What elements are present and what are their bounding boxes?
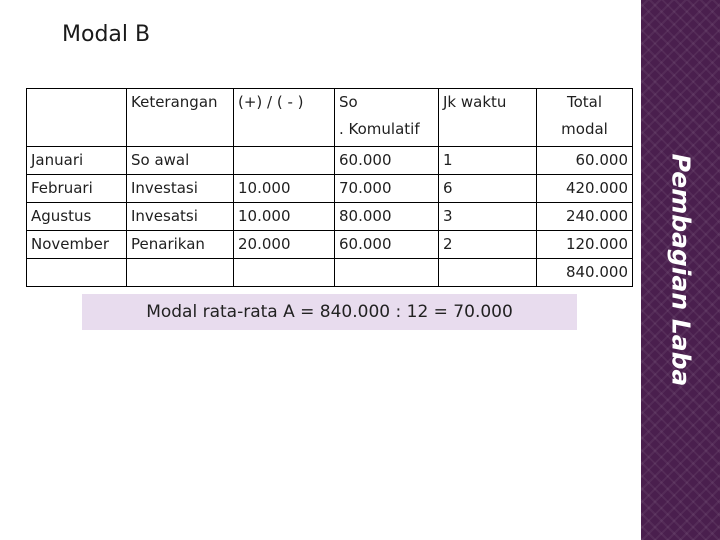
cell-jk-waktu: 1 [439, 147, 537, 175]
cell-grand-total: 840.000 [537, 259, 633, 287]
table-row [27, 203, 633, 231]
table-row [27, 147, 633, 175]
average-capital-summary: Modal rata-rata A = 840.000 : 12 = 70.000 [82, 294, 577, 330]
cell-keterangan: Penarikan [127, 231, 234, 259]
cell-jk-waktu [439, 259, 537, 287]
table-total-row [27, 259, 633, 287]
cell-bulan: Agustus [27, 203, 127, 231]
cell-mutasi: 20.000 [234, 231, 335, 259]
cell-total-modal: 420.000 [537, 175, 633, 203]
cell-total-modal: 120.000 [537, 231, 633, 259]
header-mutasi: (+) / ( - ) [234, 89, 335, 147]
header-total-line1: Total [566, 93, 603, 111]
cell-bulan [27, 259, 127, 287]
cell-so-komulatif: 60.000 [335, 231, 439, 259]
cell-mutasi [234, 147, 335, 175]
header-bulan [27, 89, 127, 147]
cell-keterangan: So awal [127, 147, 234, 175]
cell-so-komulatif: 80.000 [335, 203, 439, 231]
page-title: Modal B [62, 22, 151, 47]
cell-mutasi: 10.000 [234, 175, 335, 203]
cell-keterangan: Invesatsi [127, 203, 234, 231]
cell-so-komulatif: 60.000 [335, 147, 439, 175]
cell-bulan: Februari [27, 175, 127, 203]
table-row [27, 175, 633, 203]
cell-keterangan: Investasi [127, 175, 234, 203]
header-so-line2: . Komulatif [339, 120, 420, 138]
header-so-komulatif [335, 89, 439, 147]
cell-so-komulatif: 70.000 [335, 175, 439, 203]
cell-jk-waktu: 3 [439, 203, 537, 231]
capital-table [26, 88, 633, 287]
cell-jk-waktu: 2 [439, 231, 537, 259]
cell-so-komulatif [335, 259, 439, 287]
table-row [27, 231, 633, 259]
sidebar-label: Pembagian Laba [666, 153, 696, 387]
header-so-line1: So [339, 93, 358, 111]
table-header-row [27, 89, 633, 147]
header-total-modal [537, 89, 633, 147]
header-total-line2: modal [561, 120, 608, 138]
cell-mutasi: 10.000 [234, 203, 335, 231]
cell-mutasi [234, 259, 335, 287]
cell-jk-waktu: 6 [439, 175, 537, 203]
sidebar-label-container [641, 0, 720, 540]
header-jk-waktu: Jk waktu [439, 89, 537, 147]
cell-total-modal: 60.000 [537, 147, 633, 175]
cell-total-modal: 240.000 [537, 203, 633, 231]
header-keterangan: Keterangan [127, 89, 234, 147]
cell-bulan: Januari [27, 147, 127, 175]
cell-bulan: November [27, 231, 127, 259]
cell-keterangan [127, 259, 234, 287]
